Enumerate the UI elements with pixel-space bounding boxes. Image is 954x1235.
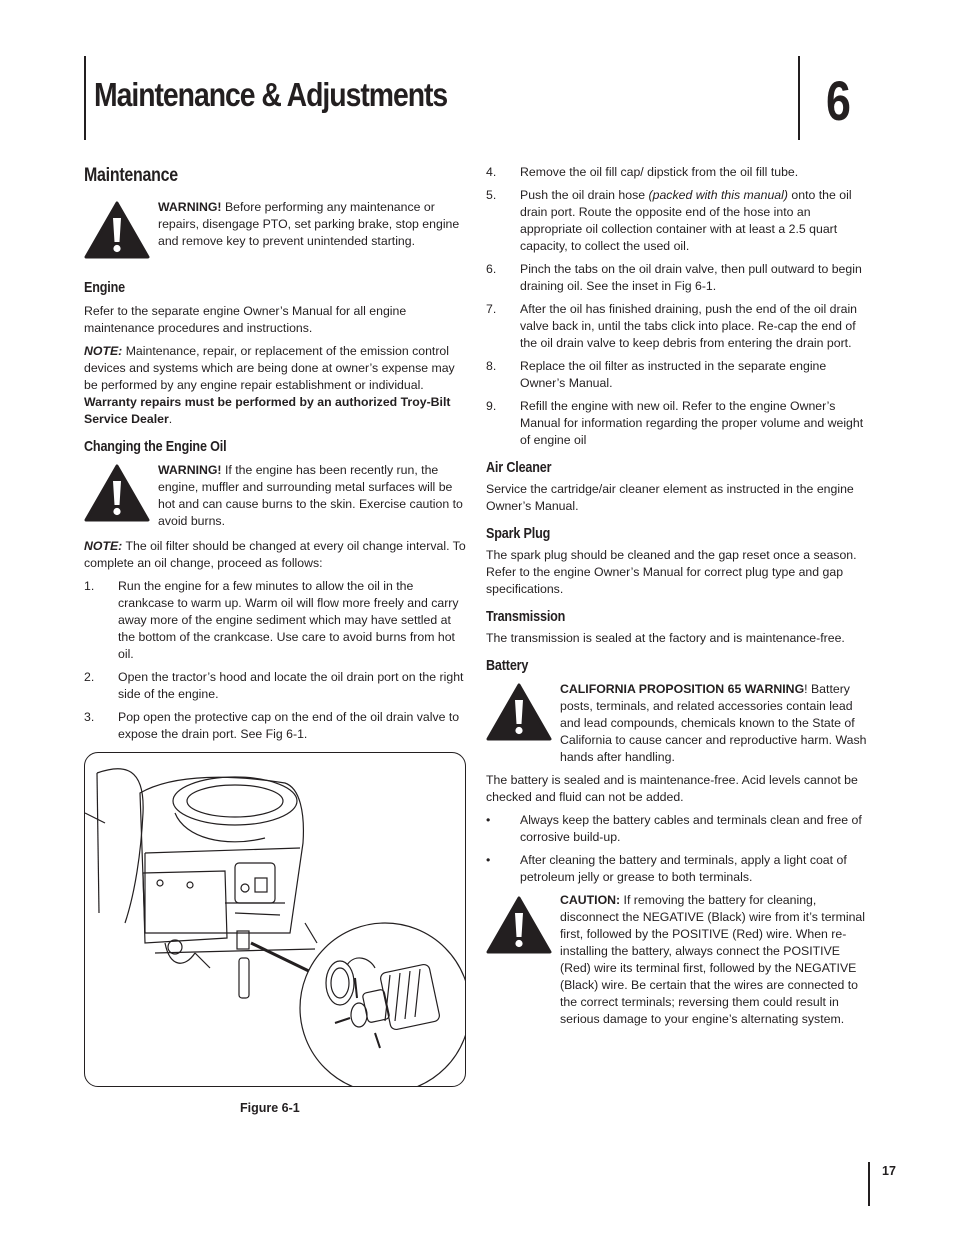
list-text: Pinch the tabs on the oil drain valve, then pull outward to begin draining oil. See the inset in Fig 6-1. <box>520 262 862 293</box>
air-cleaner-text: Service the cartridge/air cleaner element as instructed in the engine Owner’s Manual. <box>486 482 854 513</box>
list-number: 9. <box>486 399 497 413</box>
list-text: Remove the oil fill cap/ dipstick from the oil fill tube. <box>520 165 799 179</box>
note-text: Maintenance, repair, or replacement of the emission control devices and systems which are being done at owner’s expense may be performed by any engine repair establishment or individual. <box>84 344 455 392</box>
list-number: 2. <box>84 670 95 684</box>
list-item <box>486 164 871 181</box>
spark-plug-text: The spark plug should be cleaned and the gap reset once a season. Refer to the engine Owner’s Manual for correct plug type and gap specifications. <box>486 548 857 596</box>
oil-warning-text <box>158 462 468 530</box>
list-text: Refill the engine with new oil. Refer to the engine Owner’s Manual for information regarding the proper volume and weight of engine oil <box>520 399 864 447</box>
list-item <box>486 398 871 449</box>
list-number: 6. <box>486 262 497 276</box>
list-item <box>486 187 871 255</box>
engine-illustration <box>85 753 465 1086</box>
list-item <box>486 358 871 392</box>
oil-warning-body: If the engine has been recently run, the engine, muffler and surrounding metal surfaces will be hot and can cause burns to the skin. Exercise caution to avoid burns. <box>158 463 463 528</box>
oil-steps-list <box>84 578 468 743</box>
left-column <box>84 165 468 743</box>
prop65-warning-text <box>560 681 871 766</box>
list-text: Push the oil drain hose (packed with this manual) onto the oil drain port. Route the opposite end of the hose into an appropriate oil collection container with at least a 2.5 quart capacity, to collect the used oil. <box>520 188 852 253</box>
engine-paragraph: Refer to the separate engine Owner’s Manual for all engine maintenance procedures and instructions. <box>84 304 407 335</box>
list-item <box>84 578 468 663</box>
caution-block <box>486 892 871 1028</box>
list-item <box>486 261 871 295</box>
prop65-warning-block <box>486 681 871 766</box>
air-cleaner-heading: Air Cleaner <box>486 459 552 476</box>
list-item <box>486 812 871 846</box>
footer-rule <box>868 1162 870 1206</box>
caution-text <box>560 892 871 1028</box>
chapter-number: 6 <box>826 69 851 132</box>
list-text: After cleaning the battery and terminals, apply a light coat of petroleum jelly or grease to both terminals. <box>520 853 847 884</box>
warning-triangle-icon <box>486 896 552 954</box>
list-text: Run the engine for a few minutes to allow the oil in the crankcase to warm up. Warm oil will flow more freely and carry away more of the engine sediment which may have settled at the bottom of the crankcase. Use care to avoid burns from hot oil. <box>118 579 459 661</box>
oil-warning-block <box>84 462 468 532</box>
battery-heading: Battery <box>486 657 529 674</box>
battery-paragraph: The battery is sealed and is maintenance-free. Acid levels cannot be checked and fluid can not be added. <box>486 773 858 804</box>
note-end: . <box>168 412 173 426</box>
right-column <box>486 164 871 1028</box>
caution-body: If removing the battery for cleaning, disconnect the NEGATIVE (Black) wire from it’s terminal first, followed by the POSITIVE (Red) wire. When re-installing the battery, always connect the POSITIVE (Red) wire its terminal first, followed by the NEGATIVE (Black) wire. Be certain that the wires are connected to the correct terminals; reversing them could result in serious damage to your engine’s alternating system. <box>560 893 866 1026</box>
bullet-symbol: • <box>486 853 491 867</box>
warranty-text: Warranty repairs must be performed by an authorized Troy-Bilt Service Dealer <box>84 395 451 426</box>
note-label: NOTE: <box>84 344 123 358</box>
italic-note: (packed with this manual) <box>648 188 788 202</box>
list-item <box>486 301 871 352</box>
figure-6-1 <box>84 752 466 1087</box>
list-number: 5. <box>486 188 497 202</box>
oil-heading: Changing the Engine Oil <box>84 438 227 455</box>
oil-note <box>84 538 468 572</box>
section-title: Maintenance <box>84 165 178 186</box>
bullet-symbol: • <box>486 813 491 827</box>
engine-heading: Engine <box>84 279 126 296</box>
oil-steps-continued <box>486 164 871 449</box>
list-number: 4. <box>486 165 497 179</box>
transmission-text: The transmission is sealed at the factory and is maintenance-free. <box>486 631 845 645</box>
prop65-label: CALIFORNIA PROPOSITION 65 WARNING <box>560 682 805 696</box>
warning-body: Before performing any maintenance or repairs, disengage PTO, set parking brake, stop engine and remove key to prevent unintended starting. <box>158 200 460 248</box>
list-text: Open the tractor’s hood and locate the oil drain port on the right side of the engine. <box>118 670 464 701</box>
warning-triangle-icon <box>84 201 150 259</box>
chapter-title: Maintenance & Adjustments <box>94 76 448 113</box>
oil-note-label: NOTE: <box>84 539 123 553</box>
page-number: 17 <box>882 1164 896 1178</box>
list-text: Replace the oil filter as instructed in the separate engine Owner’s Manual. <box>520 359 827 390</box>
caution-label: CAUTION: <box>560 893 621 907</box>
list-number: 8. <box>486 359 497 373</box>
list-item <box>486 852 871 886</box>
header-left-rule <box>84 56 86 140</box>
list-item <box>84 669 468 703</box>
warning-text <box>158 199 468 250</box>
list-text: After the oil has finished draining, push the end of the oil drain valve back in, until the tabs click into place. Re-cap the end of the oil drain valve to keep debris from entering the drain port. <box>520 302 858 350</box>
warning-triangle-icon <box>486 683 552 741</box>
list-number: 3. <box>84 710 95 724</box>
transmission-heading: Transmission <box>486 608 566 625</box>
list-number: 1. <box>84 579 95 593</box>
list-item <box>84 709 468 743</box>
warning-triangle-icon <box>84 464 150 522</box>
warning-label: WARNING! <box>158 200 222 214</box>
header-right-rule <box>798 56 800 140</box>
battery-bullets <box>486 812 871 886</box>
oil-note-text: The oil filter should be changed at every oil change interval. To complete an oil change, proceed as follows: <box>84 539 466 570</box>
prop65-body: Battery posts, terminals, and related accessories contain lead and lead compounds, chemicals known to the State of California to cause cancer and reproductive harm. Wash hands after handling. <box>560 682 867 764</box>
engine-note <box>84 343 468 428</box>
list-text: Always keep the battery cables and terminals clean and free of corrosive build-up. <box>520 813 862 844</box>
figure-caption: Figure 6-1 <box>240 1101 300 1115</box>
oil-warning-label: WARNING! <box>158 463 222 477</box>
spark-plug-heading: Spark Plug <box>486 525 551 542</box>
list-text: Pop open the protective cap on the end of the oil drain valve to expose the drain port. See Fig 6-1. <box>118 710 460 741</box>
warning-block <box>84 199 468 269</box>
prop65-excl: ! <box>804 682 808 696</box>
list-number: 7. <box>486 302 497 316</box>
